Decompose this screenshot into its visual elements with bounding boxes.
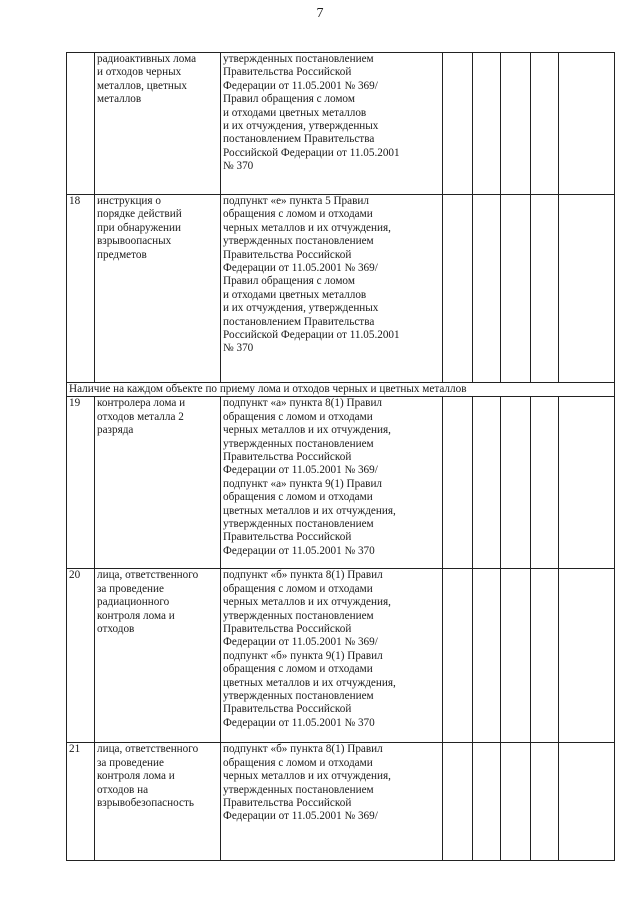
text-line: и отходов черных (97, 66, 182, 79)
text-line: Правительства Российской (223, 531, 352, 544)
empty-cell (443, 195, 473, 383)
table-row (67, 397, 615, 569)
text-line: утвержденных постановлением (223, 53, 374, 65)
text-line: Федерации от 11.05.2001 № 370 (223, 716, 375, 729)
text-line: утвержденных постановлением (223, 518, 374, 531)
empty-cell (501, 569, 531, 743)
text-line: обращения с ломом и отходами (223, 208, 373, 221)
table-row (67, 53, 615, 195)
text-line: подпункт «а» пункта 9(1) Правил (223, 477, 383, 490)
page-number: 7 (316, 6, 324, 21)
text-line: постановлением Правительства (223, 133, 375, 146)
empty-cell (531, 397, 559, 569)
text-line: взрывоопасных (97, 235, 172, 248)
text-line: подпункт «б» пункта 8(1) Правил (223, 743, 383, 756)
text-line: утвержденных постановлением (223, 690, 374, 703)
text-line: контроля лома и (97, 770, 175, 783)
text-line: металлов, цветных (97, 79, 187, 92)
empty-cell (501, 195, 531, 383)
text-line: Российской Федерации от 11.05.2001 (223, 329, 400, 342)
empty-cell (473, 53, 501, 195)
text-line: постановлением Правительства (223, 315, 375, 328)
text-line: лица, ответственного (97, 743, 199, 756)
text-line: черных металлов и их отчуждения, (223, 221, 391, 234)
empty-cell (473, 397, 501, 569)
text-line: Правительства Российской (223, 66, 352, 79)
empty-cell (531, 569, 559, 743)
empty-cell (531, 743, 559, 861)
row-number: 20 (67, 569, 95, 743)
text-line: черных металлов и их отчуждения, (223, 770, 391, 783)
text-line: № 370 (223, 160, 254, 173)
text-line: радиоактивных лома (97, 53, 197, 65)
text-line: № 370 (223, 342, 254, 355)
empty-cell (501, 53, 531, 195)
text-line: Правил обращения с ломом (223, 93, 355, 106)
text-line: обращения с ломом и отходами (223, 582, 373, 595)
row-basis (221, 53, 443, 195)
empty-cell (501, 397, 531, 569)
row-basis (221, 569, 443, 743)
text-line: контролера лома и (97, 397, 186, 410)
text-line: подпункт «е» пункта 5 Правил (223, 195, 369, 207)
empty-cell (559, 743, 615, 861)
section-header-row (67, 383, 615, 397)
row-subject (95, 743, 221, 861)
text-line: утвержденных постановлением (223, 783, 374, 796)
row-basis (221, 195, 443, 383)
text-line: подпункт «а» пункта 8(1) Правил (223, 397, 383, 410)
text-line: отходов на (97, 783, 149, 796)
text-line: Федерации от 11.05.2001 № 369/ (223, 79, 378, 92)
text-line: Правительства Российской (223, 797, 352, 810)
empty-cell (559, 397, 615, 569)
empty-cell (473, 569, 501, 743)
text-line: металлов (97, 93, 142, 106)
text-line: отходов (97, 623, 135, 636)
row-number: 21 (67, 743, 95, 861)
empty-cell (531, 53, 559, 195)
text-line: Российской Федерации от 11.05.2001 (223, 146, 400, 159)
text-line: разряда (97, 424, 134, 437)
text-line: взрывобезопасность (97, 797, 194, 810)
text-line: обращения с ломом и отходами (223, 491, 373, 504)
text-line: Федерации от 11.05.2001 № 369/ (223, 262, 378, 275)
text-line: подпункт «б» пункта 9(1) Правил (223, 649, 383, 662)
row-basis (221, 397, 443, 569)
table-row (67, 195, 615, 383)
text-line: Федерации от 11.05.2001 № 369/ (223, 636, 378, 649)
text-line: лица, ответственного (97, 569, 199, 582)
empty-cell (531, 195, 559, 383)
text-line: и отходами цветных металлов (223, 288, 367, 301)
text-line: цветных металлов и их отчуждения, (223, 676, 396, 689)
row-number (67, 53, 95, 195)
text-line: и отходами цветных металлов (223, 106, 367, 119)
row-number: 18 (67, 195, 95, 383)
text-line: утвержденных постановлением (223, 437, 374, 450)
text-line: обращения с ломом и отходами (223, 756, 373, 769)
text-line: утвержденных постановлением (223, 609, 374, 622)
empty-cell (559, 53, 615, 195)
text-line: Правительства Российской (223, 703, 352, 716)
text-line: подпункт «б» пункта 8(1) Правил (223, 569, 383, 582)
row-subject (95, 397, 221, 569)
text-line: черных металлов и их отчуждения, (223, 596, 391, 609)
text-line: Федерации от 11.05.2001 № 369/ (223, 464, 378, 477)
empty-cell (443, 569, 473, 743)
text-line: Правительства Российской (223, 248, 352, 261)
row-number: 19 (67, 397, 95, 569)
text-line: Правительства Российской (223, 623, 352, 636)
requirements-table (66, 52, 615, 861)
text-line: утвержденных постановлением (223, 235, 374, 248)
text-line: при обнаружении (97, 221, 182, 234)
empty-cell (559, 569, 615, 743)
text-line: за проведение (97, 582, 164, 595)
text-line: обращения с ломом и отходами (223, 663, 373, 676)
text-line: за проведение (97, 756, 164, 769)
text-line: обращения с ломом и отходами (223, 410, 373, 423)
text-line: порядке действий (97, 208, 182, 221)
text-line: цветных металлов и их отчуждения, (223, 504, 396, 517)
row-subject (95, 195, 221, 383)
text-line: Федерации от 11.05.2001 № 369/ (223, 810, 378, 823)
empty-cell (473, 195, 501, 383)
text-line: Федерации от 11.05.2001 № 370 (223, 544, 375, 557)
text-line: отходов металла 2 (97, 410, 184, 423)
empty-cell (473, 743, 501, 861)
text-line: Правительства Российской (223, 451, 352, 464)
text-line: контроля лома и (97, 609, 175, 622)
empty-cell (501, 743, 531, 861)
text-line: радиационного (97, 596, 170, 609)
table-row (67, 743, 615, 861)
empty-cell (559, 195, 615, 383)
text-line: и их отчуждения, утвержденных (223, 120, 379, 133)
text-line: Правил обращения с ломом (223, 275, 355, 288)
section-header: Наличие на каждом объекте по приему лома и отходов черных и цветных металлов (67, 383, 615, 397)
text-line: и их отчуждения, утвержденных (223, 302, 379, 315)
empty-cell (443, 397, 473, 569)
text-line: инструкция о (97, 195, 161, 207)
row-basis (221, 743, 443, 861)
text-line: предметов (97, 248, 147, 261)
empty-cell (443, 53, 473, 195)
table-row (67, 569, 615, 743)
empty-cell (443, 743, 473, 861)
row-subject (95, 569, 221, 743)
text-line: черных металлов и их отчуждения, (223, 424, 391, 437)
row-subject (95, 53, 221, 195)
